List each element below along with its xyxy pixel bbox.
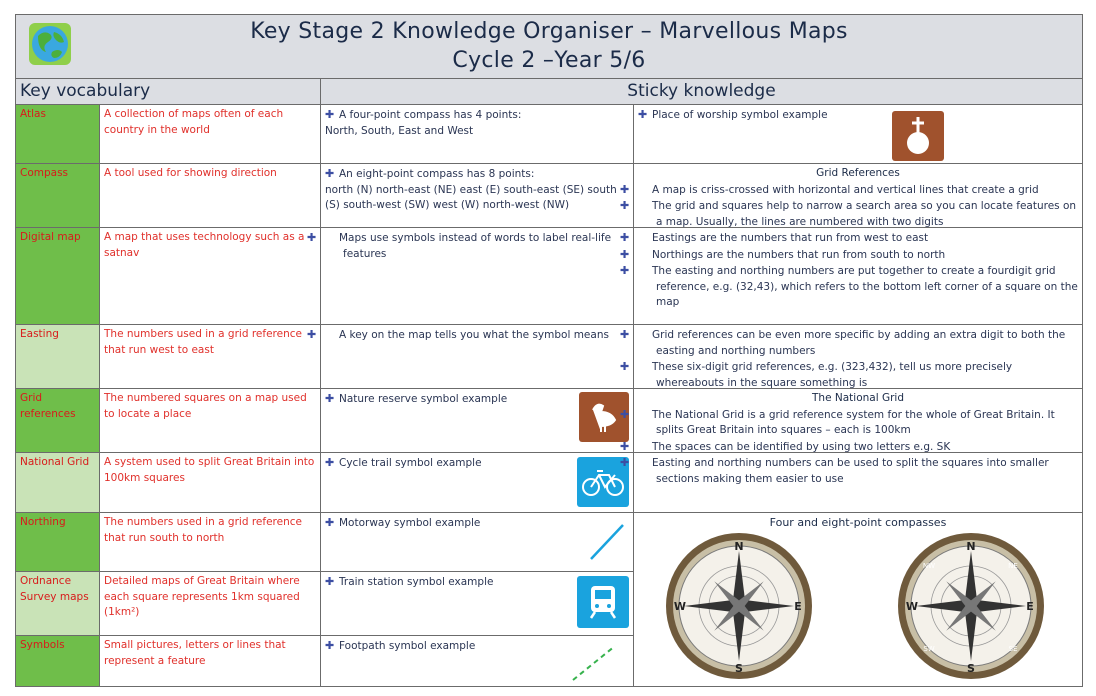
vocab-definition: A map that uses technology such as a satnav xyxy=(100,228,321,325)
six-digit-section: ✚ Grid references can be even more specific by adding an extra digit to both the easting and northing numbers ✚ These six-digit grid references, e.g. (323,432), tell us more precisely whereabouts in the square something is xyxy=(634,325,1082,389)
vocab-term: Grid references xyxy=(16,389,100,453)
compass-label-s: S xyxy=(735,662,743,675)
vocab-term: National Grid xyxy=(16,453,100,513)
vocab-definition: The numbers used in a grid reference that run south to north xyxy=(100,513,321,572)
page-subtitle: Cycle 2 –Year 5/6 xyxy=(452,48,646,73)
compass-label-w: W xyxy=(905,600,919,613)
compass-label-se: SE xyxy=(1008,645,1018,653)
national-grid-section: The National Grid ✚ The National Grid is a grid reference system for the whole of Great Britain. It splits Great Britain into squares – each is 100km ✚ The spaces can be identified by using two letters e.g. SK xyxy=(634,389,1082,453)
bullet-icon: ✚ xyxy=(325,516,335,529)
grid-references-section: Grid References ✚ A map is criss-crossed with horizontal and vertical lines that create a grid ✚ The grid and squares help to narrow a search area so you can locate features on a map. Usually, the lines are numbered with two digits xyxy=(634,164,1082,228)
eastings-section: ✚ Eastings are the numbers that run from west to east ✚ Northings are the numbers that run from south to north ✚ The easting and northing numbers are put together to create a fourdigit grid reference, e.g. (32,43), which refers to the bottom left corner of a square on the map xyxy=(634,228,1082,325)
sticky-item: ✚ Cycle trail symbol example xyxy=(321,453,634,513)
compass-label-sw: SW xyxy=(923,645,935,653)
sticky-item: ✚ A four-point compass has 4 points: North, South, East and West xyxy=(321,105,634,164)
bullet-icon: ✚ xyxy=(620,360,630,373)
bullet-icon: ✚ xyxy=(620,264,630,277)
vocab-term: Compass xyxy=(16,164,100,228)
compass-label-e: E xyxy=(794,600,802,613)
bullet-icon: ✚ xyxy=(620,407,630,421)
sticky-item: ✚ Place of worship symbol example xyxy=(634,105,1082,164)
bullet-icon: ✚ xyxy=(620,456,630,469)
train-station-icon xyxy=(577,576,629,628)
bullet-icon: ✚ xyxy=(325,575,335,588)
compass-label-s: S xyxy=(967,662,975,675)
content-grid xyxy=(16,105,1082,686)
compass-label-n: N xyxy=(966,540,976,553)
sticky-item: ✚ An eight-point compass has 8 points: north (N) north-east (NE) east (E) south-east (SE) south (S) south-west (SW) west (W) north-west (NW) xyxy=(321,164,634,228)
bullet-icon: ✚ xyxy=(620,199,630,212)
sticky-item: ✚ A key on the map tells you what the symbol means xyxy=(321,325,634,389)
bullet-icon: ✚ xyxy=(620,439,630,453)
sticky-item: ✚ Maps use symbols instead of words to label real-life features xyxy=(321,228,634,325)
bullet-icon: ✚ xyxy=(620,328,630,341)
compass-label-ne: NE xyxy=(1008,562,1018,570)
vocab-definition: The numbers used in a grid reference that run west to east xyxy=(100,325,321,389)
vocab-definition: A system used to split Great Britain into 100km squares xyxy=(100,453,321,513)
bullet-icon: ✚ xyxy=(325,639,335,652)
section-title: Grid References xyxy=(816,167,900,179)
compass-label-n: N xyxy=(734,540,744,553)
four-point-compass-icon xyxy=(664,531,814,681)
vocab-term: Atlas xyxy=(16,105,100,164)
bullet-icon: ✚ xyxy=(325,167,335,180)
bullet-icon: ✚ xyxy=(307,231,317,244)
vocab-term: Symbols xyxy=(16,636,100,686)
vocab-heading: Key vocabulary xyxy=(16,79,321,105)
sticky-item: ✚ Footpath symbol example xyxy=(321,636,634,686)
vocab-term: Easting xyxy=(16,325,100,389)
vocab-term: Digital map xyxy=(16,228,100,325)
compass-label-nw: NW xyxy=(922,562,936,570)
compass-label-e: E xyxy=(1026,600,1034,613)
bullet-icon: ✚ xyxy=(620,182,630,196)
vocab-definition: A tool used for showing direction xyxy=(100,164,321,228)
bullet-icon: ✚ xyxy=(638,108,648,121)
footpath-line-icon xyxy=(571,644,617,682)
page-title: Key Stage 2 Knowledge Organiser – Marvellous Maps xyxy=(250,19,848,44)
vocab-definition: Detailed maps of Great Britain where each square represents 1km squared (1km²) xyxy=(100,572,321,636)
vocab-term: Northing xyxy=(16,513,100,572)
knowledge-organiser xyxy=(15,14,1083,687)
split-squares-section: ✚ Easting and northing numbers can be used to split the squares into smaller sections making them easier to use xyxy=(634,453,1082,513)
section-title: Four and eight-point compasses xyxy=(769,516,947,529)
bullet-icon: ✚ xyxy=(325,392,335,405)
bullet-icon: ✚ xyxy=(620,247,630,261)
vocab-definition: The numbered squares on a map used to locate a place xyxy=(100,389,321,453)
vocab-term: Ordnance Survey maps xyxy=(16,572,100,636)
sticky-item: ✚ Train station symbol example xyxy=(321,572,634,636)
compasses-section xyxy=(634,513,1082,686)
vocab-definition: Small pictures, letters or lines that represent a feature xyxy=(100,636,321,686)
sticky-heading: Sticky knowledge xyxy=(321,79,1082,105)
bullet-icon: ✚ xyxy=(325,456,335,469)
bullet-icon: ✚ xyxy=(307,328,317,341)
bullet-icon: ✚ xyxy=(325,108,335,121)
bullet-icon: ✚ xyxy=(620,231,630,244)
eight-point-compass-icon xyxy=(896,531,1046,681)
section-title: The National Grid xyxy=(812,392,904,404)
place-of-worship-icon xyxy=(892,111,944,161)
compass-label-w: W xyxy=(673,600,687,613)
sticky-item: ✚ Nature reserve symbol example xyxy=(321,389,634,453)
sticky-item: ✚ Motorway symbol example xyxy=(321,513,634,572)
motorway-line-icon xyxy=(589,521,625,561)
vocab-definition: A collection of maps often of each country in the world xyxy=(100,105,321,164)
header xyxy=(16,15,1082,79)
